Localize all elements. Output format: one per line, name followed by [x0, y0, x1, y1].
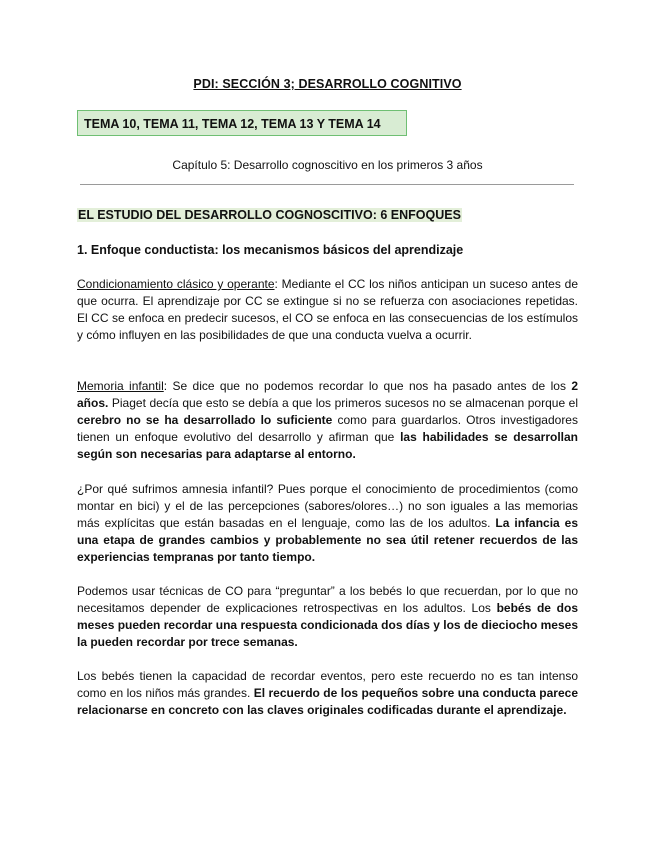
- term-infant-memory: Memoria infantil: [77, 379, 164, 393]
- bold-text: El recuerdo de los pequeños sobre una conducta parece relacionarse en concreto con las claves originales codificadas durante el aprendizaje.: [77, 686, 579, 717]
- paragraph-text: Piaget decía que esto se debía a que los primeros sucesos no se almacenan porque el: [108, 396, 578, 410]
- paragraph-text: ¿Por qué sufrimos amnesia infantil? Pues porque el conocimiento de procedimientos (como montar en bici) y el de las percepciones (sabores/olores…) no son iguales a las memorias más explícitas que están basadas en el lenguaje, como las de los adultos.: [77, 482, 578, 530]
- paragraph-text: Los bebés tienen la capacidad de recordar eventos, pero este recuerdo no es tan intenso como en los niños más grandes.: [77, 669, 578, 700]
- bold-text: cerebro no se ha desarrollado lo suficiente: [77, 413, 333, 427]
- paragraph-conditioning: [77, 276, 578, 344]
- paragraph-text: como para guardarlos. Otros investigadores tienen un enfoque evolutivo del desarrollo y afirman que: [77, 413, 578, 444]
- bold-text: 2 años.: [77, 379, 579, 410]
- bold-text: bebés de dos meses pueden recordar una respuesta condicionada dos días y los de dieciocho meses la pueden recordar por trece semanas.: [77, 601, 579, 649]
- paragraph-text: : Mediante el CC los niños anticipan un suceso antes de que ocurra. El aprendizaje por CC se extingue si no se refuerza con asociaciones repetidas. El CC se enfoca en predecir sucesos, el CO se enfoca en las consecuencias de los estímulos y cómo influyen en las posibilidades de que una conducta vuelva a ocurrir.: [77, 277, 578, 342]
- paragraph-text: : Se dice que no podemos recordar lo que nos ha pasado antes de los: [163, 379, 572, 393]
- paragraph-co-techniques: [77, 583, 578, 651]
- topics-box: TEMA 10, TEMA 11, TEMA 12, TEMA 13 Y TEMA 14: [77, 110, 407, 136]
- chapter-title: Capítulo 5: Desarrollo cognoscitivo en los primeros 3 años: [172, 158, 483, 172]
- paragraph-event-recall: [77, 668, 578, 719]
- paragraph-infant-memory: [77, 378, 578, 463]
- paragraph-amnesia: [77, 481, 578, 566]
- bold-text: La infancia es una etapa de grandes cambios y probablemente no sea útil retener recuerdos de las experiencias tempranas por tanto tiempo.: [77, 516, 578, 564]
- section-heading: EL ESTUDIO DEL DESARROLLO COGNOSCITIVO: 6 ENFOQUES: [78, 208, 461, 222]
- paragraph-text: Podemos usar técnicas de CO para “preguntar” a los bebés lo que recuerdan, por lo que no necesitamos depender de explicaciones retrospectivas en los adultos. Los: [77, 584, 578, 615]
- document-title: PDI: SECCIÓN 3; DESARROLLO COGNITIVO: [193, 77, 462, 91]
- horizontal-divider: [80, 184, 574, 185]
- term-conditioning: Condicionamiento clásico y operante: [77, 277, 275, 291]
- sub-heading: 1. Enfoque conductista: los mecanismos básicos del aprendizaje: [77, 243, 464, 257]
- bold-text: las habilidades se desarrollan según son necesarias para adaptarse al entorno.: [77, 430, 579, 461]
